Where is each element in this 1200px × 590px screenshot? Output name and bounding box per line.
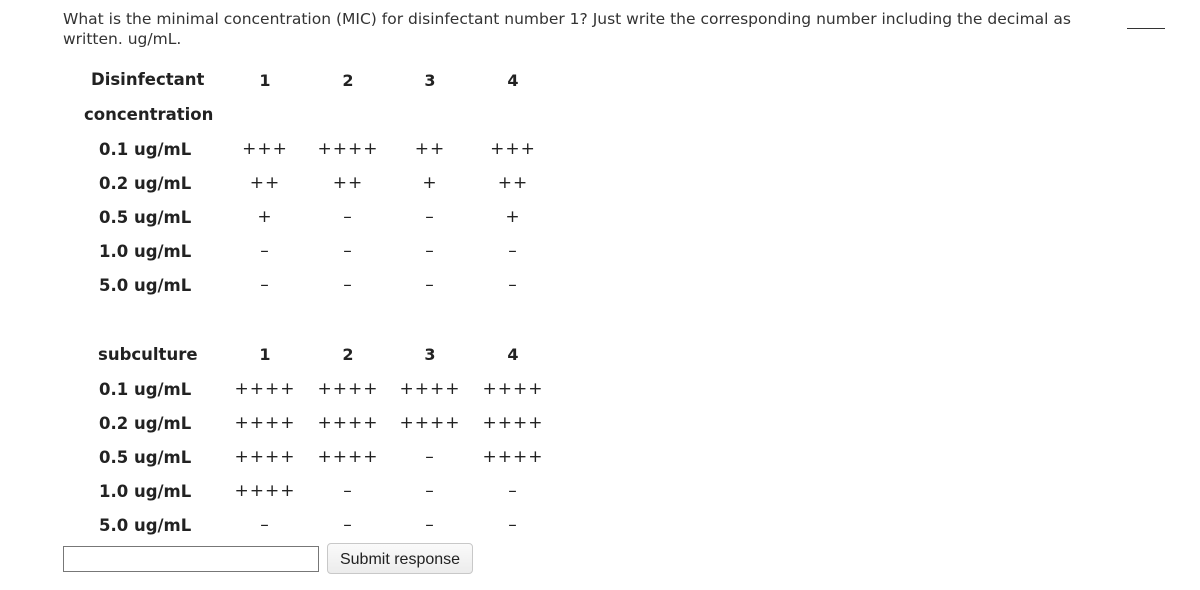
table2-cell: ++++ [234, 379, 296, 399]
table1-cell: + [422, 173, 438, 193]
table1-cell: – [425, 241, 435, 261]
table2-cell: ++++ [317, 413, 379, 433]
table2-cell: ++++ [317, 379, 379, 399]
t1-col-1: 1 [259, 71, 271, 90]
t1-col-4: 4 [507, 71, 519, 90]
table2-row-label: 5.0 ug/mL [99, 516, 192, 535]
table1-row-label: 0.1 ug/mL [99, 140, 192, 159]
question-text: What is the minimal concentration (MIC) for disinfectant number 1? Just write the corresponding number including the decimal as written. ug/mL. [63, 10, 1071, 48]
concentration-header: concentration [84, 105, 214, 124]
table2-cell: ++++ [482, 379, 544, 399]
table2-row-label: 0.5 ug/mL [99, 448, 192, 467]
table1-cell: ++ [414, 139, 446, 159]
table2-cell: ++++ [482, 447, 544, 467]
table1-row-label: 0.5 ug/mL [99, 208, 192, 227]
table2-row-label: 0.1 ug/mL [99, 380, 192, 399]
table1-cell: +++ [242, 139, 288, 159]
t2-col-2: 2 [342, 345, 354, 364]
table1-cell: – [343, 275, 353, 295]
table1-cell: + [257, 207, 273, 227]
table1-cell: +++ [490, 139, 536, 159]
t2-col-3: 3 [424, 345, 436, 364]
table1-cell: – [425, 275, 435, 295]
table2-cell: – [508, 481, 518, 501]
t2-col-1: 1 [259, 345, 271, 364]
disinfectant-header: Disinfectant [91, 70, 205, 89]
table1-cell: – [425, 207, 435, 227]
table2-cell: ++++ [399, 379, 461, 399]
table2-cell: – [425, 515, 435, 535]
t2-col-4: 4 [507, 345, 519, 364]
table2-cell: – [343, 515, 353, 535]
table2-cell: – [343, 481, 353, 501]
table1-cell: – [343, 241, 353, 261]
table1-cell: ++ [249, 173, 281, 193]
t1-col-3: 3 [424, 71, 436, 90]
table2-cell: ++++ [399, 413, 461, 433]
t1-col-2: 2 [342, 71, 354, 90]
table2-row-label: 0.2 ug/mL [99, 414, 192, 433]
table2-cell: – [508, 515, 518, 535]
table2-cell: ++++ [234, 413, 296, 433]
answer-input[interactable] [63, 546, 319, 572]
subculture-header: subculture [98, 345, 198, 364]
table1-cell: – [508, 275, 518, 295]
table1-cell: – [260, 275, 270, 295]
table2-cell: – [425, 447, 435, 467]
table1-cell: ++ [332, 173, 364, 193]
table1-cell: ++++ [317, 139, 379, 159]
table2-cell: – [260, 515, 270, 535]
table2-cell: ++++ [482, 413, 544, 433]
table1-row-label: 1.0 ug/mL [99, 242, 192, 261]
table1-row-label: 0.2 ug/mL [99, 174, 192, 193]
table1-cell: + [505, 207, 521, 227]
table1-cell: – [343, 207, 353, 227]
submit-response-button[interactable]: Submit response [327, 543, 473, 574]
table2-cell: ++++ [234, 447, 296, 467]
answer-blank-line [1127, 28, 1165, 29]
table2-cell: ++++ [317, 447, 379, 467]
table2-cell: – [425, 481, 435, 501]
table1-cell: – [260, 241, 270, 261]
table1-cell: – [508, 241, 518, 261]
table1-row-label: 5.0 ug/mL [99, 276, 192, 295]
table2-row-label: 1.0 ug/mL [99, 482, 192, 501]
table1-cell: ++ [497, 173, 529, 193]
table2-cell: ++++ [234, 481, 296, 501]
